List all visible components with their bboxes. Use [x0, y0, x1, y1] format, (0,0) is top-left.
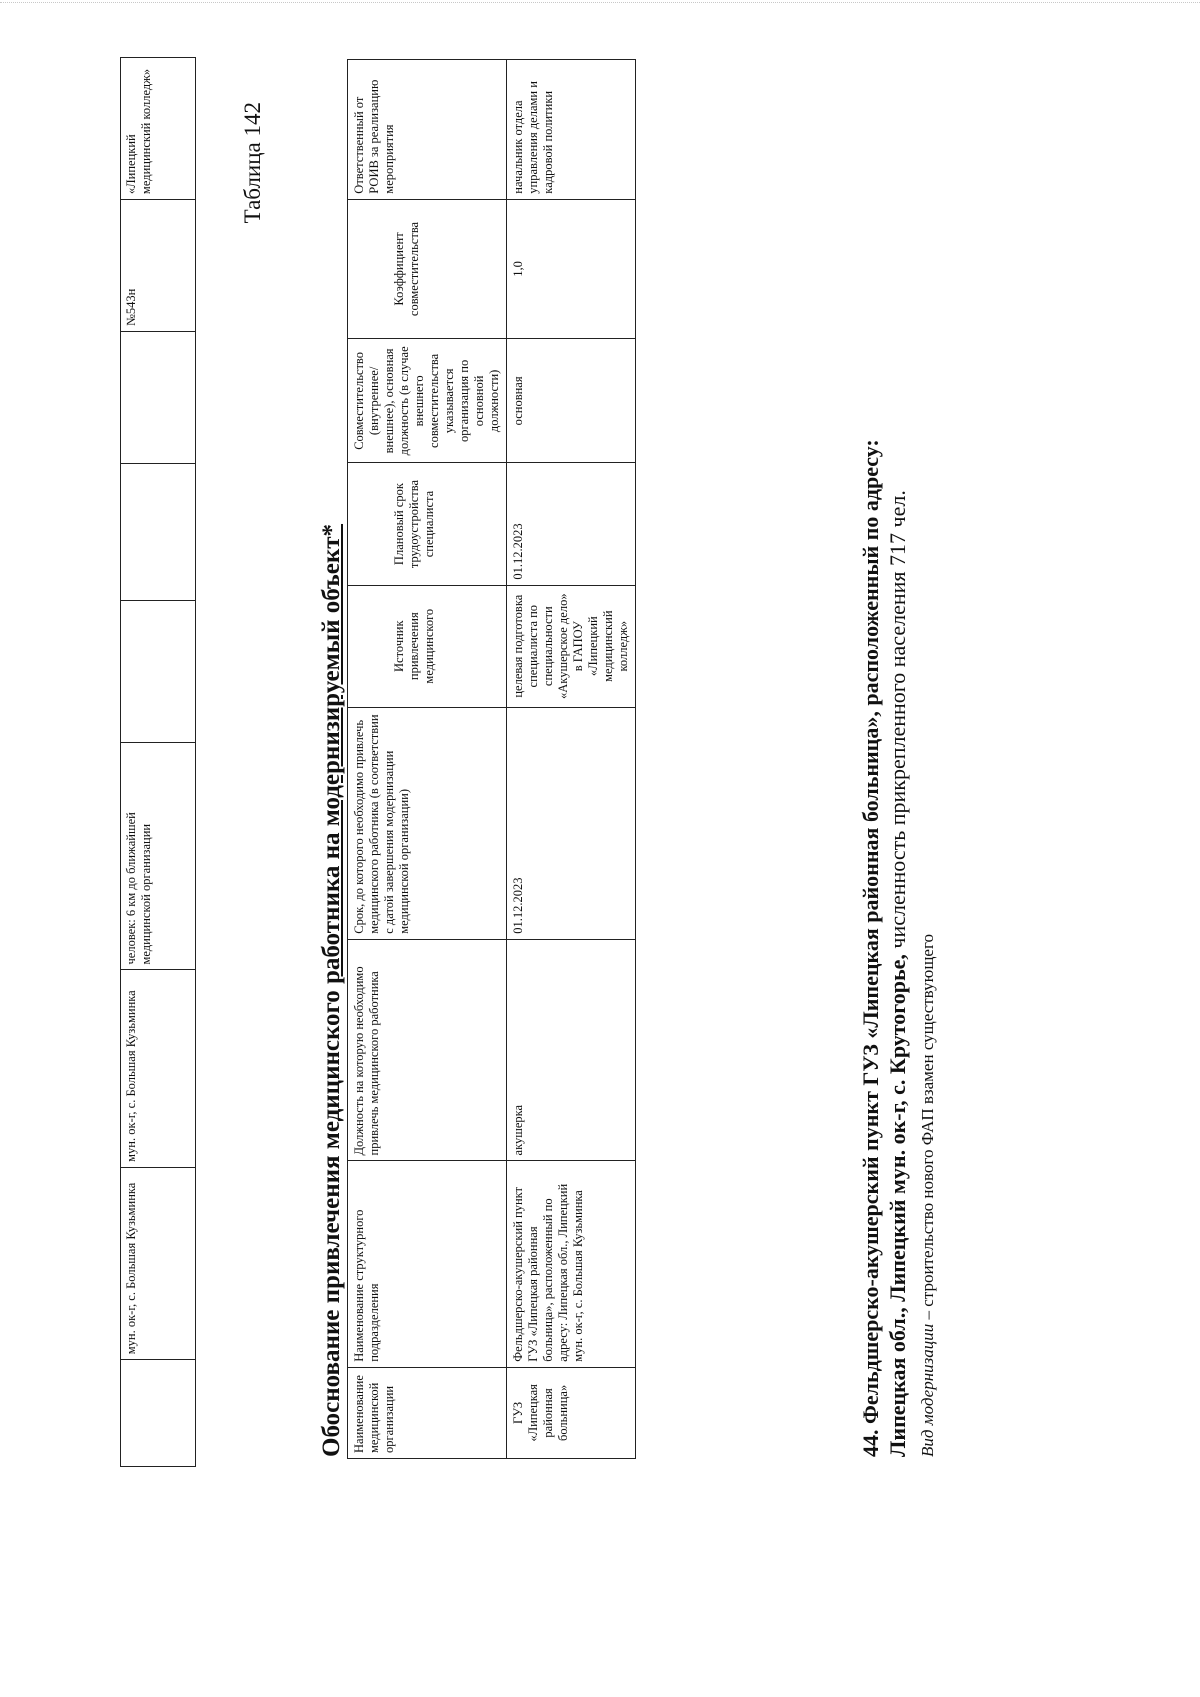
table-cell [121, 600, 196, 742]
header-source [348, 585, 507, 707]
header-combination: Совместительство (внутреннее/внешнее), основная должность (в случае внешнего совместительства указывается организация по основной должности) [348, 339, 507, 463]
facility-heading-line: 44. Фельдшерско-акушерский пункт ГУЗ «Липецкая районная больница», расположенный по адресу: [858, 439, 883, 1457]
header-unit: Наименование структурного подразделения [348, 1161, 507, 1367]
header-responsible: Ответственный от РОИВ за реализацию мероприятия [348, 60, 507, 200]
facility-heading [857, 57, 911, 1457]
modernization-value: – строительство нового ФАП взамен существующего [918, 933, 937, 1324]
cell-source: целевая подготовка специалиста по специальности «Акушерское дело» в ГАПОУ «Липецкий медицинский колледж» [507, 585, 636, 707]
cell-position: акушерка [507, 939, 636, 1161]
staffing-table [347, 59, 636, 1459]
cell-responsible: начальник отдела управления делами и кадровой политики [507, 60, 636, 200]
table-cell: мун. ок-г, с. Большая Кузьминка [121, 1167, 196, 1359]
header-source-text: Источник привлечения медицинского [392, 608, 436, 684]
modernization-label: Вид модернизации [918, 1323, 937, 1457]
table-cell: человек: 6 км до ближайшей медицинской организации [121, 742, 196, 970]
header-position: Должность на которую необходимо привлечь медицинского работника [348, 939, 507, 1161]
table-header-row [348, 60, 507, 1459]
page-title [318, 317, 346, 1457]
table-number-label: Таблица 142 [240, 102, 265, 224]
table-cell [121, 463, 196, 600]
cell-deadline: 01.12.2023 [507, 707, 636, 939]
cell-planned: 01.12.2023 [507, 463, 636, 585]
header-deadline: Срок, до которого необходимо привлечь медицинского работника (в соответствии с датой завершения модернизации медицинской организации) [348, 707, 507, 939]
table-row [121, 58, 196, 1467]
table-cell [121, 332, 196, 464]
table-cell: №543н [121, 200, 196, 332]
table-cell [121, 1360, 196, 1467]
cell-org: ГУЗ «Липецкая районная больница» [507, 1367, 636, 1458]
header-planned-text: Плановый срок трудоустройства специалиста [392, 479, 436, 569]
cell-rate: 1,0 [507, 199, 636, 339]
facility-address-bold: Липецкая обл., Липецкий мун. ок-г, с. Крутогорье, [885, 954, 910, 1457]
header-rate [348, 199, 507, 339]
title-part-1: Обоснование привлечения медицинского [318, 983, 345, 1457]
modernization-type [918, 257, 938, 1457]
table-cell: мун. ок-г, с. Большая Кузьминка [121, 970, 196, 1167]
table-row [507, 60, 636, 1459]
header-org: Наименование медицинской организации [348, 1367, 507, 1458]
header-rate-text: Коэффициент совместительства [392, 221, 421, 317]
facility-population: численность прикрепленного населения 717 чел. [885, 490, 910, 955]
cell-combination: основная [507, 339, 636, 463]
table-cell: «Липецкий медицинский колледж» [121, 58, 196, 200]
cell-unit: Фельдшерско-акушерский пункт ГУЗ «Липецкая районная больница», расположенный по адресу: Липецкая обл., Липецкий мун. ок-г, с. Большая Кузьминка [507, 1161, 636, 1367]
facility-address-line [884, 57, 911, 1457]
header-planned [348, 463, 507, 585]
continuation-table [120, 57, 196, 1467]
title-part-2: работника на модернизируемый объект* [318, 523, 345, 984]
